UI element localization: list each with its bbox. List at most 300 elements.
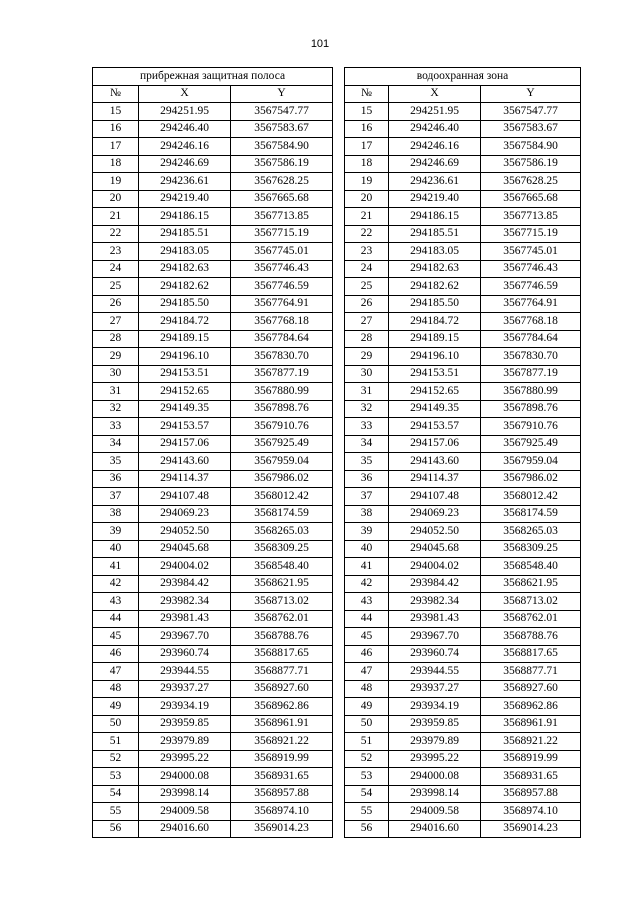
cell-y: 3567746.43 (231, 260, 333, 278)
table-row (345, 803, 581, 821)
table-row (93, 663, 333, 681)
table-row (93, 558, 333, 576)
cell-number: 26 (93, 295, 139, 313)
cell-number: 49 (345, 698, 389, 716)
cell-x: 294186.15 (389, 208, 481, 226)
cell-y: 3568621.95 (481, 575, 581, 593)
table-row (93, 750, 333, 768)
cell-y: 3568961.91 (481, 715, 581, 733)
table-row (93, 820, 333, 838)
cell-x: 293998.14 (389, 785, 481, 803)
table-row (345, 785, 581, 803)
table-row (93, 505, 333, 523)
cell-number: 35 (345, 453, 389, 471)
cell-y: 3567715.19 (231, 225, 333, 243)
water-protection-zone-table (344, 67, 581, 838)
table-row (345, 698, 581, 716)
table-row (345, 435, 581, 453)
cell-number: 32 (345, 400, 389, 418)
cell-number: 41 (345, 558, 389, 576)
cell-x: 294157.06 (139, 435, 231, 453)
table-row (345, 593, 581, 611)
cell-y: 3569014.23 (231, 820, 333, 838)
cell-number: 51 (93, 733, 139, 751)
cell-y: 3568817.65 (481, 645, 581, 663)
cell-y: 3567547.77 (231, 103, 333, 121)
cell-number: 36 (93, 470, 139, 488)
cell-x: 294143.60 (139, 453, 231, 471)
cell-number: 45 (345, 628, 389, 646)
cell-x: 293982.34 (139, 593, 231, 611)
cell-y: 3568265.03 (481, 523, 581, 541)
cell-x: 294153.51 (139, 365, 231, 383)
column-header-x: X (139, 85, 231, 103)
table-title: водоохранная зона (345, 68, 581, 86)
cell-x: 294004.02 (389, 558, 481, 576)
table-row (93, 610, 333, 628)
cell-number: 32 (93, 400, 139, 418)
table-row (93, 400, 333, 418)
cell-x: 294045.68 (389, 540, 481, 558)
cell-y: 3567830.70 (481, 348, 581, 366)
cell-y: 3568919.99 (231, 750, 333, 768)
cell-x: 294149.35 (389, 400, 481, 418)
table-row (345, 575, 581, 593)
cell-x: 294016.60 (389, 820, 481, 838)
cell-y: 3567910.76 (481, 418, 581, 436)
cell-y: 3568927.60 (481, 680, 581, 698)
table-row (93, 313, 333, 331)
cell-y: 3568713.02 (481, 593, 581, 611)
table-row (93, 120, 333, 138)
cell-number: 52 (93, 750, 139, 768)
cell-x: 293979.89 (139, 733, 231, 751)
cell-number: 19 (93, 173, 139, 191)
cell-number: 34 (345, 435, 389, 453)
table-row (93, 575, 333, 593)
cell-x: 294186.15 (139, 208, 231, 226)
cell-x: 294069.23 (389, 505, 481, 523)
cell-x: 293944.55 (139, 663, 231, 681)
cell-y: 3568962.86 (231, 698, 333, 716)
cell-y: 3567745.01 (231, 243, 333, 261)
cell-y: 3567665.68 (231, 190, 333, 208)
table-row (345, 365, 581, 383)
table-row (93, 190, 333, 208)
table-title-row (93, 68, 333, 86)
cell-x: 294107.48 (389, 488, 481, 506)
cell-number: 46 (345, 645, 389, 663)
cell-number: 38 (345, 505, 389, 523)
cell-number: 48 (345, 680, 389, 698)
cell-number: 43 (93, 593, 139, 611)
cell-number: 34 (93, 435, 139, 453)
table-row (345, 645, 581, 663)
cell-y: 3568265.03 (231, 523, 333, 541)
cell-y: 3567586.19 (481, 155, 581, 173)
table-row (345, 540, 581, 558)
cell-number: 54 (93, 785, 139, 803)
cell-number: 49 (93, 698, 139, 716)
cell-number: 35 (93, 453, 139, 471)
table-row (345, 190, 581, 208)
cell-y: 3567898.76 (231, 400, 333, 418)
cell-number: 28 (345, 330, 389, 348)
cell-y: 3567784.64 (481, 330, 581, 348)
table-row (345, 505, 581, 523)
cell-x: 294107.48 (139, 488, 231, 506)
cell-x: 294182.62 (139, 278, 231, 296)
cell-y: 3567746.59 (481, 278, 581, 296)
table-row (345, 120, 581, 138)
cell-x: 293981.43 (389, 610, 481, 628)
cell-number: 24 (345, 260, 389, 278)
table-row (345, 768, 581, 786)
cell-number: 21 (93, 208, 139, 226)
table-title-row (345, 68, 581, 86)
cell-y: 3567746.59 (231, 278, 333, 296)
cell-x: 294246.69 (389, 155, 481, 173)
cell-x: 294183.05 (389, 243, 481, 261)
table-row (93, 330, 333, 348)
cell-y: 3568548.40 (231, 558, 333, 576)
table-row (345, 295, 581, 313)
cell-x: 294246.69 (139, 155, 231, 173)
cell-x: 294185.50 (389, 295, 481, 313)
table-row (345, 418, 581, 436)
cell-number: 43 (345, 593, 389, 611)
cell-number: 47 (93, 663, 139, 681)
cell-x: 294153.57 (389, 418, 481, 436)
cell-number: 19 (345, 173, 389, 191)
cell-number: 30 (93, 365, 139, 383)
cell-number: 41 (93, 558, 139, 576)
cell-y: 3567665.68 (481, 190, 581, 208)
cell-number: 27 (93, 313, 139, 331)
cell-x: 294246.16 (139, 138, 231, 156)
cell-number: 17 (93, 138, 139, 156)
cell-y: 3567925.49 (231, 435, 333, 453)
cell-y: 3568788.76 (481, 628, 581, 646)
table-row (345, 243, 581, 261)
cell-y: 3567715.19 (481, 225, 581, 243)
cell-number: 50 (345, 715, 389, 733)
table-row (93, 435, 333, 453)
table-row (93, 103, 333, 121)
table-row (345, 348, 581, 366)
cell-x: 294219.40 (139, 190, 231, 208)
cell-x: 293937.27 (139, 680, 231, 698)
cell-x: 293959.85 (389, 715, 481, 733)
cell-x: 294045.68 (139, 540, 231, 558)
cell-y: 3567745.01 (481, 243, 581, 261)
cell-number: 51 (345, 733, 389, 751)
table-row (345, 260, 581, 278)
cell-y: 3568877.71 (481, 663, 581, 681)
table-row (93, 365, 333, 383)
cell-y: 3567784.64 (231, 330, 333, 348)
cell-x: 293960.74 (389, 645, 481, 663)
table-row (93, 523, 333, 541)
cell-number: 42 (93, 575, 139, 593)
table-row (345, 680, 581, 698)
cell-number: 28 (93, 330, 139, 348)
table-row (93, 680, 333, 698)
cell-y: 3568931.65 (231, 768, 333, 786)
cell-number: 56 (345, 820, 389, 838)
cell-x: 294246.40 (139, 120, 231, 138)
cell-number: 40 (93, 540, 139, 558)
table-row (345, 138, 581, 156)
cell-number: 47 (345, 663, 389, 681)
cell-number: 23 (93, 243, 139, 261)
cell-y: 3568919.99 (481, 750, 581, 768)
cell-x: 294009.58 (389, 803, 481, 821)
cell-number: 44 (93, 610, 139, 628)
cell-x: 294182.62 (389, 278, 481, 296)
cell-x: 294052.50 (139, 523, 231, 541)
cell-x: 294149.35 (139, 400, 231, 418)
cell-x: 294184.72 (139, 313, 231, 331)
cell-number: 23 (345, 243, 389, 261)
table-row (93, 383, 333, 401)
cell-x: 294153.51 (389, 365, 481, 383)
table-row (93, 155, 333, 173)
table-row (93, 645, 333, 663)
table-row (345, 610, 581, 628)
cell-y: 3569014.23 (481, 820, 581, 838)
cell-y: 3568974.10 (231, 803, 333, 821)
cell-y: 3568762.01 (231, 610, 333, 628)
cell-x: 294219.40 (389, 190, 481, 208)
cell-number: 30 (345, 365, 389, 383)
table-row (345, 383, 581, 401)
table-title: прибрежная защитная полоса (93, 68, 333, 86)
cell-x: 293995.22 (139, 750, 231, 768)
cell-x: 294114.37 (139, 470, 231, 488)
cell-number: 33 (345, 418, 389, 436)
table-row (345, 453, 581, 471)
cell-y: 3568548.40 (481, 558, 581, 576)
cell-y: 3568788.76 (231, 628, 333, 646)
cell-x: 294152.65 (139, 383, 231, 401)
cell-number: 36 (345, 470, 389, 488)
cell-x: 293934.19 (139, 698, 231, 716)
table-header-row (345, 85, 581, 103)
cell-y: 3567628.25 (481, 173, 581, 191)
cell-number: 15 (93, 103, 139, 121)
cell-number: 21 (345, 208, 389, 226)
cell-x: 294236.61 (389, 173, 481, 191)
table-row (93, 138, 333, 156)
table-row (345, 820, 581, 838)
cell-number: 50 (93, 715, 139, 733)
cell-y: 3568012.42 (231, 488, 333, 506)
cell-x: 294246.40 (389, 120, 481, 138)
cell-number: 22 (93, 225, 139, 243)
cell-number: 44 (345, 610, 389, 628)
cell-number: 29 (345, 348, 389, 366)
cell-y: 3567986.02 (481, 470, 581, 488)
cell-x: 294000.08 (139, 768, 231, 786)
cell-x: 293937.27 (389, 680, 481, 698)
coastal-protection-strip-table (92, 67, 333, 838)
table-row (93, 208, 333, 226)
table-row (93, 593, 333, 611)
cell-y: 3567628.25 (231, 173, 333, 191)
cell-number: 33 (93, 418, 139, 436)
cell-x: 294069.23 (139, 505, 231, 523)
table-row (345, 208, 581, 226)
table-row (345, 330, 581, 348)
cell-number: 53 (345, 768, 389, 786)
cell-y: 3567877.19 (481, 365, 581, 383)
cell-x: 293967.70 (389, 628, 481, 646)
cell-number: 22 (345, 225, 389, 243)
table-row (93, 173, 333, 191)
cell-y: 3568931.65 (481, 768, 581, 786)
cell-y: 3567830.70 (231, 348, 333, 366)
cell-y: 3568012.42 (481, 488, 581, 506)
cell-x: 293982.34 (389, 593, 481, 611)
cell-number: 26 (345, 295, 389, 313)
table-row (93, 715, 333, 733)
cell-y: 3568174.59 (481, 505, 581, 523)
cell-number: 38 (93, 505, 139, 523)
cell-number: 37 (345, 488, 389, 506)
table-row (345, 715, 581, 733)
cell-y: 3567910.76 (231, 418, 333, 436)
cell-y: 3568713.02 (231, 593, 333, 611)
cell-x: 294183.05 (139, 243, 231, 261)
table-row (93, 698, 333, 716)
cell-number: 16 (345, 120, 389, 138)
cell-x: 293995.22 (389, 750, 481, 768)
table-row (93, 295, 333, 313)
cell-x: 294152.65 (389, 383, 481, 401)
cell-number: 39 (345, 523, 389, 541)
cell-number: 27 (345, 313, 389, 331)
cell-number: 42 (345, 575, 389, 593)
cell-y: 3567959.04 (231, 453, 333, 471)
cell-number: 25 (93, 278, 139, 296)
table-row (345, 155, 581, 173)
table-row (345, 225, 581, 243)
cell-number: 46 (93, 645, 139, 663)
cell-y: 3568621.95 (231, 575, 333, 593)
cell-y: 3568974.10 (481, 803, 581, 821)
cell-x: 293984.42 (389, 575, 481, 593)
cell-y: 3568962.86 (481, 698, 581, 716)
table-row (93, 733, 333, 751)
cell-number: 39 (93, 523, 139, 541)
table-row (93, 803, 333, 821)
cell-number: 54 (345, 785, 389, 803)
cell-y: 3567583.67 (231, 120, 333, 138)
table-row (345, 313, 581, 331)
cell-y: 3568921.22 (231, 733, 333, 751)
cell-number: 15 (345, 103, 389, 121)
table-header-row (93, 85, 333, 103)
cell-number: 20 (345, 190, 389, 208)
cell-number: 31 (93, 383, 139, 401)
table-row (345, 628, 581, 646)
cell-x: 294196.10 (139, 348, 231, 366)
cell-x: 294052.50 (389, 523, 481, 541)
cell-number: 29 (93, 348, 139, 366)
table-row (93, 348, 333, 366)
cell-x: 294153.57 (139, 418, 231, 436)
cell-y: 3568817.65 (231, 645, 333, 663)
cell-number: 16 (93, 120, 139, 138)
cell-y: 3568309.25 (231, 540, 333, 558)
cell-y: 3567713.85 (481, 208, 581, 226)
cell-number: 52 (345, 750, 389, 768)
cell-x: 294251.95 (139, 103, 231, 121)
cell-x: 294189.15 (389, 330, 481, 348)
cell-number: 18 (93, 155, 139, 173)
cell-number: 55 (93, 803, 139, 821)
cell-x: 293960.74 (139, 645, 231, 663)
cell-x: 294196.10 (389, 348, 481, 366)
table-row (93, 225, 333, 243)
cell-number: 48 (93, 680, 139, 698)
table-row (345, 470, 581, 488)
cell-y: 3567764.91 (481, 295, 581, 313)
cell-y: 3568961.91 (231, 715, 333, 733)
table-row (93, 470, 333, 488)
cell-y: 3568762.01 (481, 610, 581, 628)
cell-x: 294185.51 (139, 225, 231, 243)
table-row (345, 750, 581, 768)
column-header-x: X (389, 85, 481, 103)
table-row (93, 488, 333, 506)
cell-y: 3567925.49 (481, 435, 581, 453)
table-row (93, 540, 333, 558)
cell-x: 293979.89 (389, 733, 481, 751)
column-header-y: Y (231, 85, 333, 103)
cell-y: 3567584.90 (481, 138, 581, 156)
cell-y: 3568927.60 (231, 680, 333, 698)
cell-y: 3567764.91 (231, 295, 333, 313)
cell-number: 45 (93, 628, 139, 646)
cell-y: 3567713.85 (231, 208, 333, 226)
cell-x: 293944.55 (389, 663, 481, 681)
cell-x: 294185.51 (389, 225, 481, 243)
table-row (93, 243, 333, 261)
cell-x: 294157.06 (389, 435, 481, 453)
cell-x: 294189.15 (139, 330, 231, 348)
cell-x: 294009.58 (139, 803, 231, 821)
cell-x: 294236.61 (139, 173, 231, 191)
cell-number: 18 (345, 155, 389, 173)
cell-y: 3567584.90 (231, 138, 333, 156)
cell-x: 293981.43 (139, 610, 231, 628)
table-row (93, 278, 333, 296)
cell-y: 3567746.43 (481, 260, 581, 278)
cell-x: 294000.08 (389, 768, 481, 786)
cell-number: 20 (93, 190, 139, 208)
cell-x: 294004.02 (139, 558, 231, 576)
cell-x: 293934.19 (389, 698, 481, 716)
cell-x: 294143.60 (389, 453, 481, 471)
cell-y: 3567877.19 (231, 365, 333, 383)
column-header-number: № (345, 85, 389, 103)
table-row (345, 278, 581, 296)
cell-y: 3567586.19 (231, 155, 333, 173)
cell-y: 3568309.25 (481, 540, 581, 558)
cell-number: 53 (93, 768, 139, 786)
